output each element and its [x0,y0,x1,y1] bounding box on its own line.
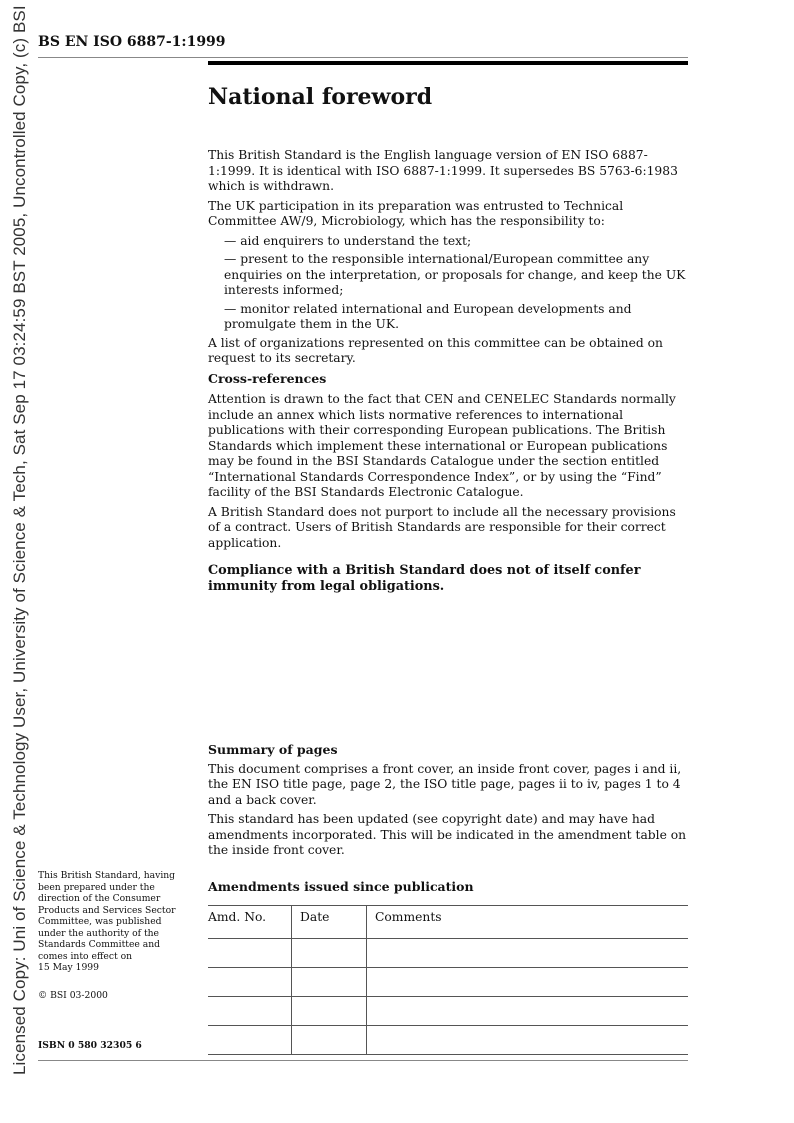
licence-watermark: Licensed Copy: Uni of Science & Technology User, University of Science & Tech, Sat Sep 17 03:24:59 BST 2005, Uncontrolled Copy, (c) BSI [10,5,29,1075]
table-cell [208,1026,292,1055]
foreword-body [208,148,690,599]
summary-paragraph: This standard has been updated (see copyright date) and may have had amendments incorporated. This will be indicated in the amendment table on the inside front cover. [208,812,687,857]
publication-note-text: This British Standard, having been prepared under the direction of the Consumer Products and Services Sector Committee, was published under the authority of the Standards Committee and comes into effect on [38,870,176,962]
table-header-row [208,906,688,939]
table-cell [292,997,367,1026]
column-header-amd-no: Amd. No. [208,906,292,939]
table-cell [208,997,292,1026]
amendments-table [208,905,688,1055]
compliance-statement: Compliance with a British Standard does not of itself confer immunity from legal obligations. [208,563,641,594]
table-row [208,1026,688,1055]
cross-references-paragraph: Attention is drawn to the fact that CEN and CENELEC Standards normally include an annex which lists normative references to international publications with their corresponding European publications. The British Standards which implement these international or European publications may be found in the BSI Standards Catalogue under the section entitled “International Standards Correspondence Index”, or by using the “Find” facility of the BSI Standards Electronic Catalogue. [208,392,676,499]
table-cell [367,968,689,997]
column-header-comments: Comments [367,906,689,939]
summary-section [208,742,690,863]
header-thick-rule [208,61,688,65]
copyright-notice: © BSI 03-2000 [38,990,108,1001]
amendments-heading: Amendments issued since publication [208,879,474,894]
committee-note: A list of organizations represented on this committee can be obtained on request to its secretary. [208,335,663,365]
list-item: — monitor related international and European developments and promulgate them in the UK. [224,301,632,331]
footer-rule [38,1060,688,1061]
list-item: — aid enquirers to understand the text; [224,233,472,248]
summary-paragraph: This document comprises a front cover, an inside front cover, pages i and ii, the EN ISO title page, page 2, the ISO title page, pages ii to iv, pages 1 to 4 and a back cover. [208,761,682,807]
table-row [208,997,688,1026]
table-cell [367,1026,689,1055]
document-id: BS EN ISO 6887-1:1999 [38,34,226,50]
cross-references-paragraph: A British Standard does not purport to include all the necessary provisions of a contract. Users of British Standards are responsible for their correct application. [208,504,676,550]
header-rule [38,57,688,58]
responsibility-list [208,234,690,333]
cross-references-heading: Cross-references [208,370,327,386]
table-row [208,968,688,997]
page-title: National foreword [208,84,433,110]
publication-note [38,870,188,974]
table-cell [367,939,689,968]
table-cell [292,968,367,997]
effective-date: 15 May 1999 [38,962,99,973]
column-header-date: Date [292,906,367,939]
table-cell [292,939,367,968]
intro-paragraph: The UK participation in its preparation was entrusted to Technical Committee AW/9, Microbiology, which has the responsibility to: [208,198,624,228]
isbn: ISBN 0 580 32305 6 [38,1040,142,1051]
list-item: — present to the responsible international/European committee any enquiries on the interpretation, or proposals for change, and keep the UK interests informed; [224,252,686,297]
table-cell [292,1026,367,1055]
table-cell [367,997,689,1026]
table-cell [208,968,292,997]
summary-heading: Summary of pages [208,742,338,757]
table-cell [208,939,292,968]
table-row [208,939,688,968]
intro-paragraph: This British Standard is the English language version of EN ISO 6887-1:1999. It is identical with ISO 6887-1:1999. It supersedes BS 5763-6:1983 which is withdrawn. [208,148,678,193]
